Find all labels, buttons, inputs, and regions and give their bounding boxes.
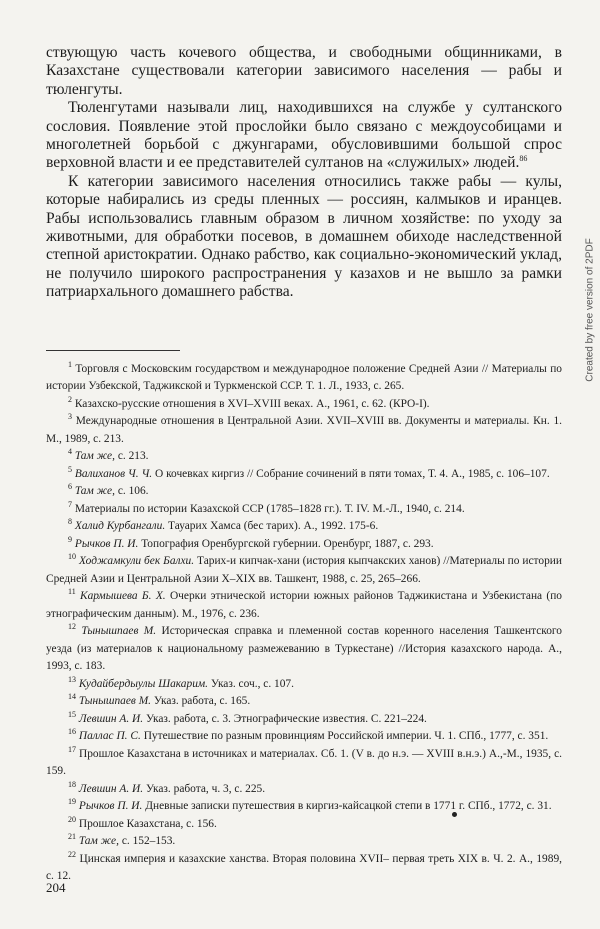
footnote [46,466,562,484]
footnote-number: 11 [68,587,76,597]
footnote-number: 18 [68,779,76,789]
footnote-number: 5 [68,464,72,474]
footnote-text: Указ. работа, ч. 3, с. 225. [145,782,266,795]
footnote-number: 3 [68,412,72,422]
footnote [46,798,562,816]
scan-speck [452,812,457,817]
footnote-author: Левшин А. И. [78,782,144,795]
footnote-text: Материалы по истории Казахской ССР (1785–1828 гг.). Т. IV. М.-Л., 1940, с. 214. [74,502,465,515]
footnote [46,851,562,886]
footnote-text: с. 106. [117,485,149,498]
footnote-author: Кудайбердыулы Шакарим. [78,677,209,690]
watermark [583,210,597,410]
footnote [46,536,562,554]
footnote-author: Там же, [74,485,115,498]
footnote-number: 22 [68,849,76,859]
footnote-author: Тынышпаев М. [81,625,157,638]
footnote-author: Валиханов Ч. Ч. [74,467,153,480]
footnote-author: Там же, [78,835,119,848]
page-number: 204 [46,880,66,895]
footnote [46,711,562,729]
footnote [46,553,562,588]
footnote [46,728,562,746]
footnote-number: 8 [68,517,72,527]
footnote-text: Дневные записки путешествия в киргиз-кайсацкой степи в 1771 г. СПб., 1772, с. 31. [145,800,552,813]
footnote-number: 14 [68,692,76,702]
paragraph-2 [46,99,562,173]
footnote-number: 2 [68,394,72,404]
footnote-number: 6 [68,482,72,492]
footnote [46,518,562,536]
footnote [46,501,562,519]
footnote-text: О кочевках киргиз // Собрание сочинений в пяти томах, Т. 4. А., 1985, с. 106–107. [155,467,550,480]
paragraph-1: ствующую часть кочевого общества, и свободными общинниками, в Казахстане существовали категории зависимого населения — рабы и тюленгуты. [46,44,562,98]
footnote [46,361,562,396]
footnote-text: Топография Оренбургской губернии. Оренбург, 1887, с. 293. [141,537,434,550]
footnote [46,781,562,799]
footnote-number: 19 [68,797,76,807]
footnote-number: 21 [68,832,76,842]
footnote [46,448,562,466]
footnotes [46,361,562,886]
footnote-author: Тынышпаев М. [78,695,152,708]
footnote-text: Очерки этнической истории южных районов Таджикистана и Узбекистана (по этнографическим данным). М., 1976, с. 236. [46,590,563,620]
footnote-author: Халид Курбангали. [74,520,166,533]
footnote-number: 20 [68,814,76,824]
footnote-text: Торговля с Московским государством и международное положение Средней Азии // Материалы по истории Узбекской, Таджикской и Туркменской ССР. Т. 1. Л., 1933, с. 265. [46,362,562,393]
footnote [46,833,562,851]
footnote-text: Историческая справка и племенной состав коренного населения Ташкентского уезда (из материалов к национальному размежеванию в Туркестане) //История казахского народа. А., 1993, с. 183. [46,625,562,673]
paragraph-2-text: Тюленгутами называли лиц, находившихся на службе у султанского сословия. Появление этой прослойки было связано с междоусобицами и многолетней борьбой с джунгарами, обусловившими большой спрос верховной власти и ее представителей султанов на «служилых» людей. [46,99,562,172]
footnote-number: 4 [68,447,72,457]
footnote-text: Тауарих Хамса (бес тарих). А., 1992. 175-6. [168,520,379,533]
footnote [46,413,562,448]
footnote [46,816,562,834]
footnote-text: с. 152–153. [121,835,176,848]
main-text [46,44,562,302]
footnote-number: 9 [68,534,72,544]
footnote-number: 10 [68,552,76,562]
footnote [46,623,562,676]
footnote-divider [46,350,180,351]
footnote [46,693,562,711]
footnote-ref: 86 [519,154,528,164]
footnote-text: с. 213. [117,450,149,463]
footnote-author: Кармышева Б. Х. [80,590,166,603]
watermark-text: Created by free version of 2PDF [584,238,596,382]
footnote-text: Международные отношения в Центральной Азии. XVII–XVIII вв. Документы и материалы. Кн. 1. М., 1989, с. 213. [46,415,562,445]
footnote-text: Прошлое Казахстана в источниках и материалах. Сб. 1. (V в. до н.э. — XVIII в.н.э.) А.,-М., 1935, с. 159. [46,747,562,778]
footnote-text: Казахско-русские отношения в XVI–XVIII веках. А., 1961, с. 62. (КРО-I). [74,397,430,410]
footnote-text: Путешествие по разным провинциям Российской империи. Ч. 1. СПб., 1777, с. 351. [143,730,549,743]
footnote-author: Рычков П. И. [78,800,143,813]
footnote-number: 7 [68,499,72,509]
paragraph-3: К категории зависимого населения относились также рабы — кулы, которые набирались из среды пленных — россиян, калмыков и иранцев. Рабы использовались главным образом в личном хозяйстве: по уходу за животными, для обработки посевов, в домашнем обиходе наследственной степной аристократии. Однако рабство, как социально-экономический уклад, не получило широкого распространения у казахов и не вышло за рамки патриархального домашнего рабства. [46,172,562,301]
footnote-author: Там же, [74,450,115,463]
footnote-number: 16 [68,727,76,737]
footnote-number: 13 [68,674,76,684]
footnote [46,676,562,694]
page-content [46,44,562,886]
footnote-text: Тарих-и кипчак-хани (история кыпчакских ханов) //Материалы по истории Средней Азии и Центральной Азии X–XIX вв. Ташкент, 1988, с. 25, 265–266. [46,555,562,585]
footnote-text: Указ. соч., с. 107. [210,677,294,690]
footnote [46,483,562,501]
footnote-author: Рычков П. И. [74,537,139,550]
footnote-author: Паллас П. С. [78,730,141,743]
footnote [46,746,562,781]
footnote [46,396,562,414]
footnote-author: Левшин А. И. [78,712,144,725]
footnote-text: Цинская империя и казахские ханства. Вторая половина XVII– первая треть XIX в. Ч. 2. А., 1989, с. 12. [46,852,562,883]
footnote-number: 12 [68,622,76,632]
footnote-number: 1 [68,359,72,369]
footnote [46,588,562,623]
footnote-text: Указ. работа, с. 165. [153,695,251,708]
footnote-text: Указ. работа, с. 3. Этнографические известия. С. 221–224. [145,712,427,725]
footnote-author: Ходжамкули бек Балхи. [78,555,195,568]
footnote-number: 17 [68,744,76,754]
footnote-text: Прошлое Казахстана, с. 156. [78,817,217,830]
footnote-number: 15 [68,709,76,719]
